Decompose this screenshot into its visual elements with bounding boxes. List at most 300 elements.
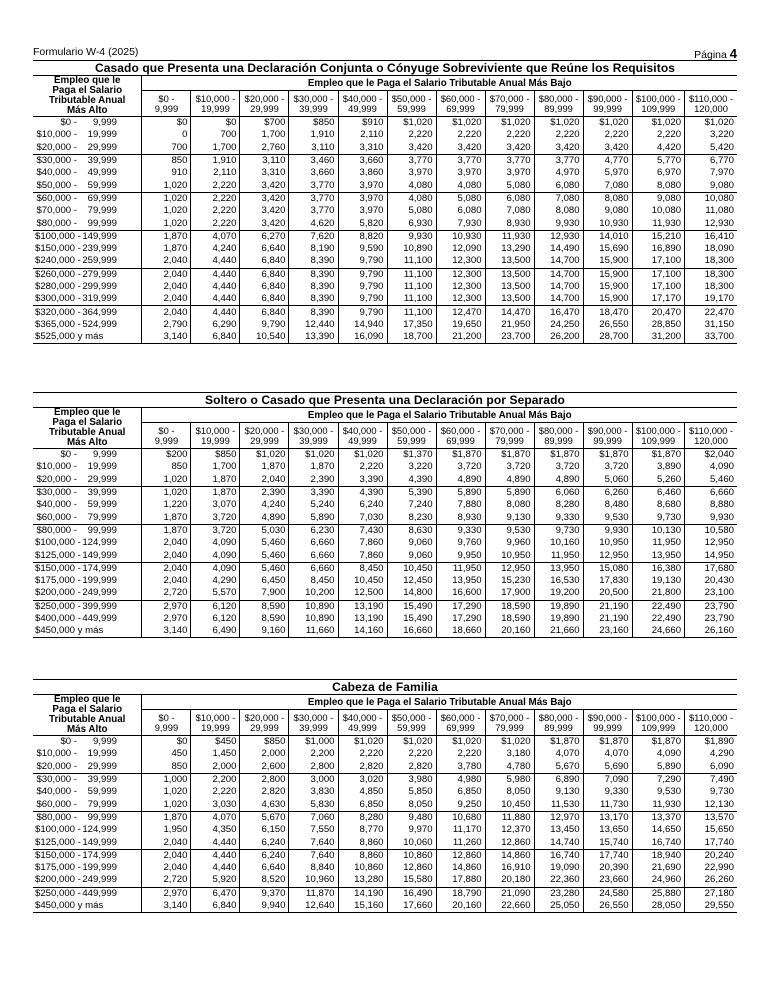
row-label-to: 29,999: [87, 760, 117, 772]
row-label: [33, 486, 142, 499]
table-cell: 6,260: [583, 486, 632, 499]
column-header-line: $110,000 -: [688, 92, 734, 104]
column-header-line: $60,000 -: [440, 92, 481, 104]
table-cell: 17,740: [685, 836, 737, 849]
table-row: [33, 499, 737, 511]
row-label: [33, 331, 142, 344]
table-cell: 12,860: [436, 849, 485, 862]
row-label: [33, 281, 142, 293]
column-header-line: $30,000 -: [293, 424, 334, 436]
table-cell: $1,020: [704, 117, 734, 129]
table-cell: 9,330: [583, 786, 632, 798]
row-label-to: 449,999: [82, 613, 117, 624]
row-label-from: $320,000 -: [35, 306, 81, 318]
row-label: [33, 319, 142, 331]
column-header-line: $20,000 -: [244, 424, 285, 436]
column-header-line: 99,999: [593, 434, 622, 446]
table-cell: 14,950: [685, 549, 737, 562]
table-cell: 3,420: [240, 217, 289, 230]
table-cell: 16,470: [534, 306, 583, 319]
table-cell: 12,370: [485, 824, 534, 836]
table-cell: 4,440: [191, 849, 240, 862]
row-label-to: 99,999: [87, 524, 117, 536]
table-cell: 13,950: [632, 549, 684, 562]
table-cell: 13,500: [485, 255, 534, 268]
table-cell: 2,220: [338, 461, 387, 473]
table-cell: 11,950: [436, 562, 485, 575]
table-cell: 4,420: [632, 142, 684, 155]
table-cell: 2,760: [240, 142, 289, 155]
table-cell: 9,080: [632, 192, 684, 205]
column-header-line: $20,000 -: [244, 92, 285, 104]
column-header: [240, 710, 289, 736]
table-cell: 3,070: [191, 499, 240, 511]
row-label: [33, 613, 142, 625]
table-cell: 10,450: [387, 562, 436, 575]
table-cell: 9,480: [387, 811, 436, 824]
row-label-from: $175,000 -: [35, 575, 81, 587]
row-label-from: $60,000 -: [36, 798, 77, 810]
row-label-to: 149,999: [82, 836, 117, 848]
table-row: [33, 331, 737, 344]
table-cell: 9,530: [583, 511, 632, 524]
row-label: [33, 230, 142, 243]
span-header: Empleo que le Paga el Salario Tributable Anual Más Bajo: [142, 76, 737, 91]
table-cell: 3,970: [338, 205, 387, 217]
row-label: [33, 736, 142, 749]
table-cell: 7,620: [289, 230, 338, 243]
column-header: [142, 91, 191, 117]
table-cell: 8,860: [338, 836, 387, 849]
table-cell: 5,670: [240, 811, 289, 824]
table-cell: 6,840: [240, 268, 289, 281]
table-cell: 31,150: [704, 318, 734, 330]
table-cell: 25,880: [632, 887, 684, 900]
table-cell: 21,800: [632, 587, 684, 600]
row-label-text: $525,000 y más: [35, 331, 104, 343]
table-cell: 1,870: [191, 474, 240, 487]
row-label-from: $0 -: [60, 736, 77, 748]
row-label: [33, 524, 142, 537]
column-header-line: 19,999: [201, 434, 230, 446]
table-cell: 17,660: [387, 900, 436, 913]
table-cell: 1,910: [191, 154, 240, 167]
table-cell: 2,040: [142, 862, 191, 874]
row-label-from: $20,000 -: [36, 141, 77, 153]
row-label-to: 249,999: [82, 587, 117, 599]
table-cell: 10,160: [534, 537, 583, 549]
column-header: [191, 91, 240, 117]
row-label: [33, 474, 142, 487]
table-cell: 11,100: [387, 306, 436, 319]
column-header-line: 9,999: [154, 434, 179, 446]
table-cell: 12,090: [436, 243, 485, 255]
row-label-to: 174,999: [82, 562, 117, 574]
table-cell: 9,950: [436, 549, 485, 562]
column-header-line: 79,999: [495, 102, 524, 114]
column-header-line: 19,999: [201, 721, 230, 733]
table-cell: 8,630: [387, 524, 436, 537]
table-cell: 2,220: [632, 129, 684, 141]
row-label-to: 9,999: [92, 117, 117, 129]
table-cell: 9,130: [485, 511, 534, 524]
row-label-from: $70,000 -: [36, 205, 77, 217]
column-header-line: 29,999: [250, 721, 279, 733]
table-cell: 7,970: [709, 167, 734, 179]
table-cell: 4,290: [191, 575, 240, 587]
table-cell: 7,900: [240, 587, 289, 600]
row-label: [33, 748, 142, 760]
table-cell: 21,190: [583, 600, 632, 613]
column-header-line: $80,000 -: [538, 711, 579, 723]
row-label-from: $80,000 -: [36, 217, 77, 229]
table-cell: 19,170: [685, 293, 737, 306]
table-cell: 17,290: [436, 613, 485, 625]
page-word: Página: [694, 49, 727, 61]
row-label-from: $260,000 -: [35, 268, 81, 280]
row-label: [33, 549, 142, 562]
table-cell: $0: [191, 117, 240, 130]
table-cell: 3,770: [289, 205, 338, 217]
row-label-from: $50,000 -: [36, 179, 77, 191]
table-cell: $1,870: [485, 449, 534, 462]
table-cell: 15,900: [583, 268, 632, 281]
table-cell: 17,880: [436, 874, 485, 887]
row-header-line: Paga el Salario: [52, 704, 123, 715]
table-row: [33, 887, 737, 900]
table-cell: 3,860: [338, 167, 387, 179]
table-cell: $1,870: [534, 449, 583, 462]
column-header-line: 69,999: [446, 102, 475, 114]
row-label-from: $10,000 -: [36, 461, 77, 473]
page-number: 4: [729, 46, 737, 61]
table-cell: 8,390: [289, 255, 338, 268]
table-cell: 4,240: [240, 499, 289, 511]
column-header-line: $0 -: [158, 424, 175, 436]
table-cell: 5,850: [387, 786, 436, 798]
table-cell: 9,080: [583, 205, 632, 217]
table-cell: 13,370: [632, 811, 684, 824]
table-cell: 2,040: [142, 562, 191, 575]
row-label-to: 49,999: [87, 167, 117, 179]
table-cell: 10,540: [240, 331, 289, 344]
column-header-line: $0 -: [158, 92, 175, 104]
row-label: [33, 449, 142, 462]
column-header-line: $30,000 -: [293, 711, 334, 723]
row-label-to: 99,999: [87, 217, 117, 229]
table-cell: 2,600: [240, 761, 289, 774]
column-header-line: 29,999: [250, 434, 279, 446]
row-label-to: 29,999: [87, 141, 117, 153]
row-label: [33, 306, 142, 319]
table-cell: 11,660: [289, 625, 338, 638]
table-cell: 2,800: [289, 761, 338, 774]
column-header-line: $70,000 -: [489, 424, 530, 436]
column-header-line: 59,999: [397, 434, 426, 446]
row-label-to: 449,999: [82, 887, 117, 899]
column-header-line: $0 -: [158, 711, 175, 723]
column-header: [436, 423, 485, 449]
table-cell: 8,230: [387, 511, 436, 524]
table-cell: 3,420: [485, 142, 534, 155]
row-label-from: $60,000 -: [36, 192, 77, 204]
table-cell: $1,020: [436, 736, 485, 749]
table-cell: 14,860: [485, 849, 534, 862]
column-header-line: 39,999: [299, 102, 328, 114]
table-title: Casado que Presenta una Declaración Conjunta o Cónyuge Sobreviviente que Reúne los Requisitos: [33, 60, 737, 76]
table-cell: 18,700: [387, 331, 436, 344]
row-label-from: $150,000 -: [35, 849, 81, 861]
table-cell: 3,830: [289, 786, 338, 798]
table-cell: 6,230: [289, 524, 338, 537]
table-cell: 5,770: [632, 154, 684, 167]
column-header-line: $40,000 -: [342, 711, 383, 723]
table-cell: 9,080: [685, 179, 737, 192]
table-cell: 7,080: [485, 205, 534, 217]
table-cell: 2,040: [142, 537, 191, 549]
column-header-line: $100,000 -: [635, 92, 681, 104]
table-cell: 6,770: [709, 155, 734, 167]
row-header-line: Empleo que le: [54, 694, 121, 705]
table-cell: 12,130: [685, 798, 737, 811]
table-cell: 6,840: [240, 306, 289, 319]
table-cell: 5,690: [583, 761, 632, 774]
table-row: [33, 874, 737, 887]
table-cell: 2,790: [142, 319, 191, 331]
table-cell: 6,240: [240, 836, 289, 849]
row-label-to: 19,999: [87, 129, 117, 141]
table-cell: 9,790: [240, 319, 289, 331]
table-cell: 5,890: [436, 486, 485, 499]
table-cell: 7,030: [338, 511, 387, 524]
table-cell: 2,220: [387, 748, 436, 760]
table-cell: 7,240: [387, 499, 436, 511]
row-label-text: $450,000 y más: [35, 900, 104, 911]
table-cell: 910: [142, 167, 191, 179]
column-header-line: 79,999: [495, 434, 524, 446]
row-header: [33, 76, 142, 117]
row-label-to: 174,999: [82, 849, 117, 861]
table-cell: 20,500: [583, 587, 632, 600]
table-cell: 6,490: [191, 625, 240, 638]
table-cell: 18,300: [704, 281, 734, 292]
table-row: [33, 836, 737, 849]
table-cell: 1,020: [142, 192, 191, 205]
column-header-line: 49,999: [348, 102, 377, 114]
row-label-from: $100,000 -: [35, 537, 81, 549]
column-header-line: 99,999: [593, 102, 622, 114]
column-header-line: $50,000 -: [391, 711, 432, 723]
row-label: [33, 600, 142, 613]
table-cell: 12,440: [289, 319, 338, 331]
column-header: [338, 710, 387, 736]
table-cell: 3,660: [289, 167, 338, 179]
table-cell: 5,260: [632, 474, 684, 487]
row-label-text: $450,000 y más: [35, 625, 104, 637]
table-cell: 22,660: [485, 900, 534, 913]
table-row: [33, 117, 737, 130]
column-header-line: $50,000 -: [391, 424, 432, 436]
table-cell: $1,870: [583, 449, 632, 462]
table-cell: 7,550: [289, 824, 338, 836]
table-cell: 2,000: [240, 748, 289, 760]
table-cell: 5,830: [289, 798, 338, 811]
table-cell: 1,000: [142, 773, 191, 786]
table-cell: 23,660: [583, 874, 632, 887]
table-cell: 4,090: [632, 748, 684, 760]
table-cell: 11,950: [632, 537, 684, 549]
table-cell: 1,220: [142, 499, 191, 511]
row-label-from: $10,000 -: [36, 129, 77, 141]
table-cell: 4,070: [191, 811, 240, 824]
table-cell: 10,450: [338, 575, 387, 587]
row-label-from: $300,000 -: [35, 293, 81, 305]
table-cell: 2,800: [240, 773, 289, 786]
table-cell: 12,930: [534, 230, 583, 243]
table-cell: 8,080: [583, 192, 632, 205]
table-cell: 7,490: [709, 774, 734, 786]
table-cell: 3,310: [338, 142, 387, 155]
table-cell: 9,130: [534, 786, 583, 798]
table-cell: 13,500: [485, 293, 534, 306]
table-cell: 6,930: [387, 217, 436, 230]
row-label: [33, 761, 142, 774]
table-cell: 18,590: [485, 613, 534, 625]
table-cell: 14,470: [485, 306, 534, 319]
table-row: [33, 562, 737, 575]
table-cell: 2,200: [289, 748, 338, 760]
table-cell: 14,740: [534, 836, 583, 849]
column-header-line: $80,000 -: [538, 92, 579, 104]
row-label: [33, 205, 142, 217]
table-cell: 22,990: [704, 862, 734, 874]
table-cell: 20,390: [583, 862, 632, 874]
table-cell: 4,240: [191, 243, 240, 255]
table-cell: 12,470: [436, 306, 485, 319]
table-cell: 9,730: [632, 511, 684, 524]
table-cell: 11,870: [289, 887, 338, 900]
table-cell: 13,170: [583, 811, 632, 824]
table-cell: 2,000: [191, 761, 240, 774]
table-cell: 9,250: [436, 798, 485, 811]
table-cell: 6,660: [709, 487, 734, 499]
table-cell: 13,500: [485, 268, 534, 281]
table-cell: 6,840: [191, 900, 240, 913]
table-row: [33, 798, 737, 811]
column-header-line: $90,000 -: [587, 92, 628, 104]
column-header-line: 49,999: [348, 434, 377, 446]
table-cell: 3,720: [436, 461, 485, 473]
table-cell: 9,760: [436, 537, 485, 549]
row-header-line: Tributable Anual: [49, 95, 126, 106]
table-cell: 19,890: [534, 600, 583, 613]
row-label-to: 259,999: [82, 255, 117, 267]
table-cell: 17,290: [436, 600, 485, 613]
table-cell: 3,720: [191, 524, 240, 537]
table-cell: 9,790: [338, 268, 387, 281]
table-cell: 10,080: [704, 192, 734, 204]
column-header-line: 89,999: [544, 721, 573, 733]
table-cell: 11,930: [632, 798, 684, 811]
column-header-line: $80,000 -: [538, 424, 579, 436]
table-cell: 23,790: [704, 600, 734, 612]
table-cell: 2,040: [142, 575, 191, 587]
table-cell: 8,930: [436, 511, 485, 524]
table-cell: 4,090: [191, 562, 240, 575]
row-label-from: $150,000 -: [35, 562, 81, 574]
column-header-line: 109,999: [641, 102, 676, 114]
table-cell: 10,950: [583, 537, 632, 549]
table-cell: 9,790: [338, 281, 387, 293]
table-row: [33, 449, 737, 462]
table-cell: 4,440: [191, 281, 240, 293]
table-row: [33, 281, 737, 293]
table-cell: 15,900: [583, 281, 632, 293]
table-cell: 3,420: [387, 142, 436, 155]
table-cell: 10,860: [387, 849, 436, 862]
table-cell: 3,970: [338, 179, 387, 192]
column-header: [142, 423, 191, 449]
row-label-from: $250,000 -: [35, 600, 81, 612]
table-cell: 9,060: [387, 549, 436, 562]
table-cell: 8,520: [240, 874, 289, 887]
table-cell: 6,840: [240, 281, 289, 293]
table-cell: 13,280: [338, 874, 387, 887]
table-cell: 10,580: [704, 524, 734, 536]
row-label: [33, 255, 142, 268]
row-header-line: Empleo que le: [54, 75, 121, 86]
table-cell: 8,390: [289, 268, 338, 281]
table-cell: 3,390: [289, 486, 338, 499]
table-row: [33, 167, 737, 179]
table-cell: 15,650: [704, 824, 734, 836]
column-header: [191, 423, 240, 449]
table-cell: 14,650: [632, 824, 684, 836]
table-cell: 27,180: [704, 887, 734, 899]
table-head-of-household: [33, 679, 737, 913]
table-row: [33, 524, 737, 537]
table-cell: 18,090: [704, 243, 734, 255]
table-cell: 4,780: [485, 761, 534, 774]
column-header-line: $60,000 -: [440, 711, 481, 723]
row-label-to: 299,999: [82, 281, 117, 292]
table-cell: 22,490: [632, 613, 684, 625]
table-row: [33, 293, 737, 306]
table-cell: 6,660: [289, 549, 338, 562]
table-cell: 3,420: [240, 179, 289, 192]
row-header-line: Tributable Anual: [49, 427, 126, 438]
column-header: [632, 91, 684, 117]
column-header: [485, 91, 534, 117]
row-label: [33, 179, 142, 192]
column-header: [685, 710, 737, 736]
table-cell: $700: [240, 117, 289, 130]
table-cell: 14,700: [534, 281, 583, 293]
table-cell: 15,080: [583, 562, 632, 575]
row-label: [33, 537, 142, 549]
table-cell: $1,020: [485, 117, 534, 130]
table-cell: 1,950: [142, 824, 191, 836]
table-row: [33, 154, 737, 167]
table-cell: 26,160: [685, 625, 737, 638]
table-cell: 3,720: [534, 461, 583, 473]
table-cell: 15,900: [583, 293, 632, 306]
table-cell: 1,700: [240, 129, 289, 141]
column-header-line: $90,000 -: [587, 711, 628, 723]
table-cell: 2,040: [240, 474, 289, 487]
table-cell: 1,020: [142, 217, 191, 230]
table-cell: 21,200: [436, 331, 485, 344]
